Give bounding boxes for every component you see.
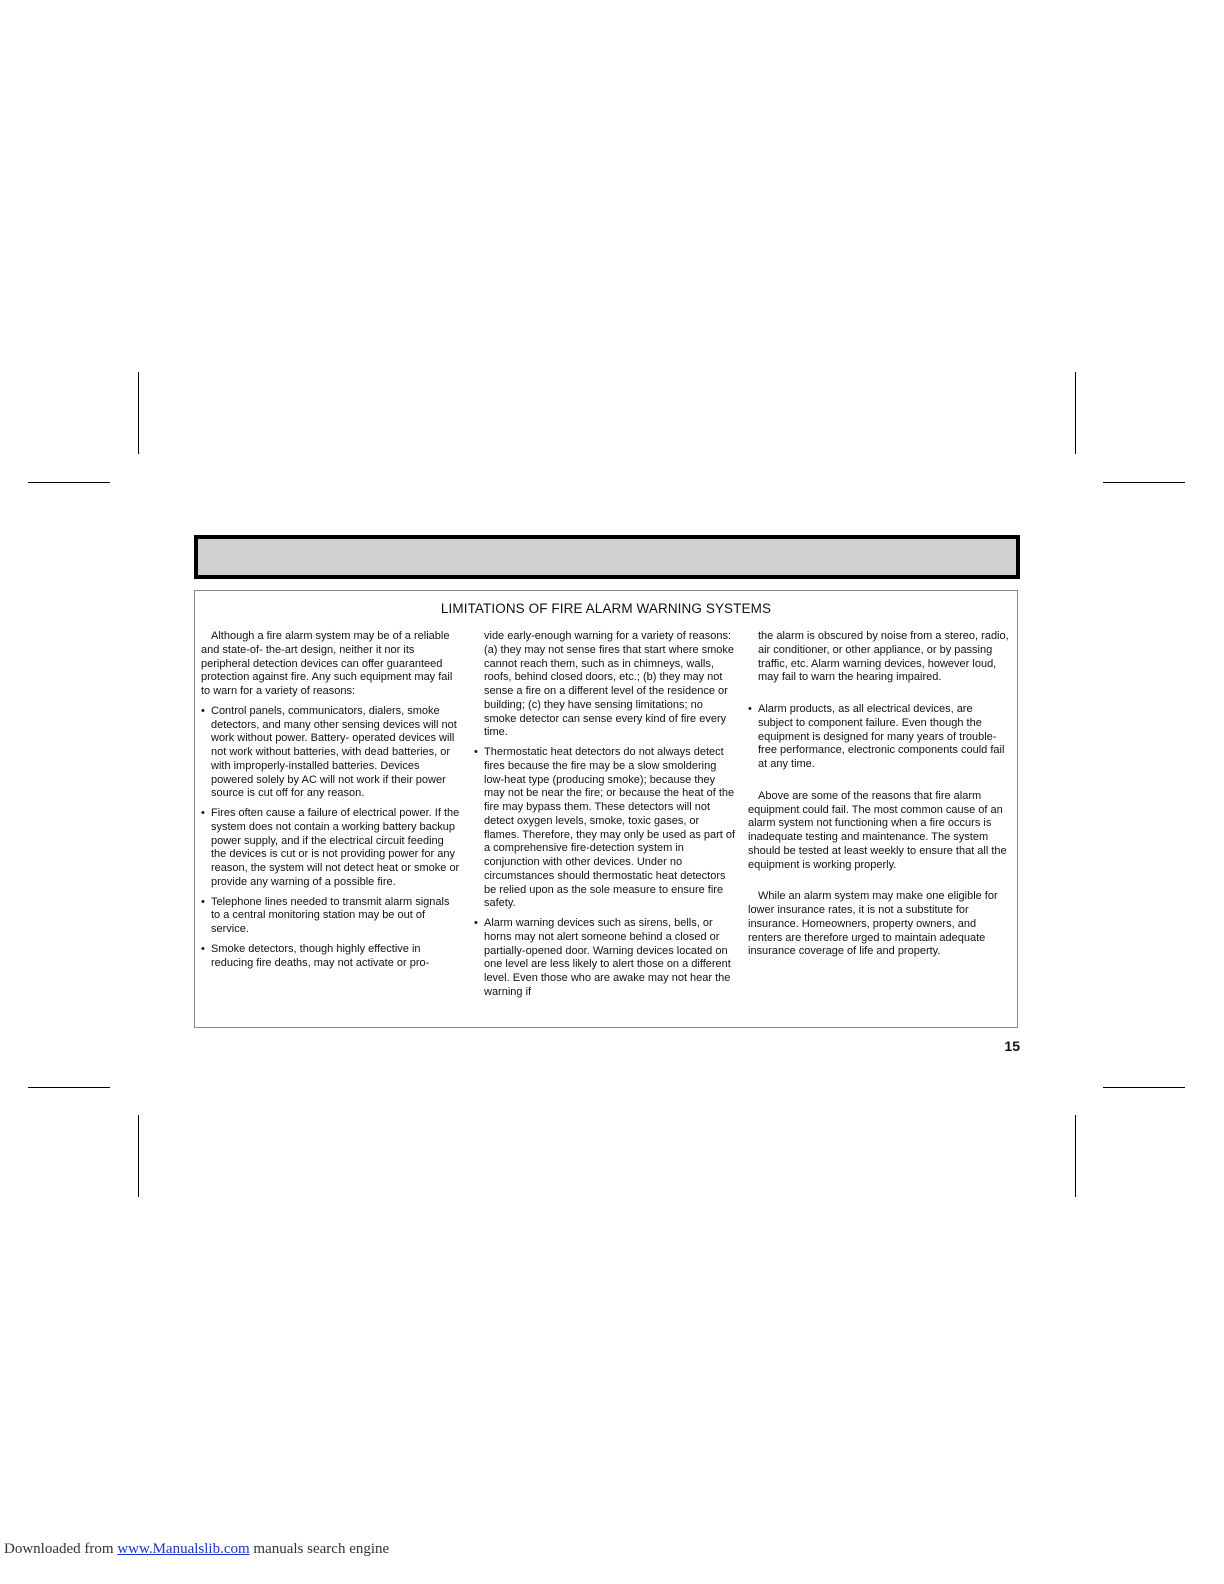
footer-prefix: Downloaded from [4,1541,114,1557]
crop-mark-bottom-left-vertical [138,1115,139,1197]
continued-text: the alarm is obscured by noise from a stereo, radio, air conditioner, or other appliance, or by passing traffic, etc. Alarm warning devices, however loud, may fail to warn the hearing impaired. [758,630,1009,684]
page-number: 15 [1004,1038,1020,1054]
crop-mark-top-left-vertical [138,372,139,454]
list-item: • Alarm warning devices such as sirens, bells, or horns may not alert someone behind a closed or partially-opened door. Warning devices located on one level are less likely to alert those on a different level. Even those who are awake may not hear the warning if [474,917,736,1000]
list-item: • Telephone lines needed to transmit alarm signals to a central monitoring station may be out of service. [201,896,461,937]
crop-mark-bottom-left-horizontal [28,1087,110,1088]
list-item: • Smoke detectors, though highly effective in reducing fire deaths, may not activate or pro- [201,943,461,971]
crop-mark-bottom-right-vertical [1075,1115,1076,1197]
crop-mark-top-left-horizontal [28,482,110,483]
paragraph-testing: Above are some of the reasons that fire alarm equipment could fail. The most common cause of an alarm system not functioning when a fire occurs is inadequate testing and maintenance. The system should be tested at least weekly to ensure that all the equipment is working properly. [748,789,1007,871]
list-item: • Fires often cause a failure of electrical power. If the system does not contain a working battery backup power supply, and if the electrical circuit feeding the devices is cut or is not providing power for any reason, the system will not detect heat or smoke or provide any warning of a possible fire. [201,807,461,890]
manualslib-link[interactable]: www.Manualslib.com [117,1541,250,1557]
limitations-box [194,590,1018,1028]
footer [4,1541,389,1558]
column-1 [201,630,461,970]
crop-mark-top-right-horizontal [1103,482,1185,483]
bullet-list [748,630,1010,772]
section-title: LIMITATIONS OF FIRE ALARM WARNING SYSTEMS [440,601,772,616]
list-item-continued [474,630,736,740]
list-item: • Control panels, communicators, dialers, smoke detectors, and many other sensing devices will not work without power. Battery- operated devices will not work without batteries, with dead batteries, or with improperly-installed batteries. Devices powered solely by AC will not work if their power source is cut off for any reason. [201,705,461,801]
crop-mark-bottom-right-horizontal [1103,1087,1185,1088]
bullet-list [201,705,461,971]
column-2 [474,630,736,1000]
list-item: • Alarm products, as all electrical devices, are subject to component failure. Even though the equipment is designed for many years of trouble-free performance, electronic components could fail at any time. [748,703,1010,772]
paragraph-insurance: While an alarm system may make one eligible for lower insurance rates, it is not a substitute for insurance. Homeowners, property owners, and renters are therefore urged to maintain adequate insurance coverage of life and property. [748,890,998,958]
header-bar [194,535,1020,579]
list-item: • Thermostatic heat detectors do not always detect fires because the fire may be a slow smoldering low-heat type (producing smoke); because they may not be near the fire; or because the heat of the fire may bypass them. These detectors will not detect oxygen levels, smoke, toxic gases, or flames. Therefore, they may only be used as part of a comprehensive fire-detection system in conjunction with other devices. Under no circumstances should thermostatic heat detectors be relied upon as the sole measure to ensure fire safety. [474,746,736,911]
bullet-list [474,630,736,1000]
continued-text: vide early-enough warning for a variety of reasons: (a) they may not sense fires that start where smoke cannot reach them, such as in chimneys, walls, roofs, behind closed doors, etc.; (b) they may not sense a fire on a different level of the residence or building; (c) they have sensing limitations; no smoke detector can sense every kind of fire every time. [484,630,735,739]
column-3 [748,630,1010,959]
list-item-continued [748,630,1010,685]
footer-suffix: manuals search engine [253,1541,390,1557]
crop-mark-top-right-vertical [1075,372,1076,454]
intro-paragraph: Although a fire alarm system may be of a reliable and state-of- the-art design, neither it nor its peripheral detection devices can offer guaranteed protection against fire. Any such equipment may fail to warn for a variety of reasons: [201,630,453,697]
